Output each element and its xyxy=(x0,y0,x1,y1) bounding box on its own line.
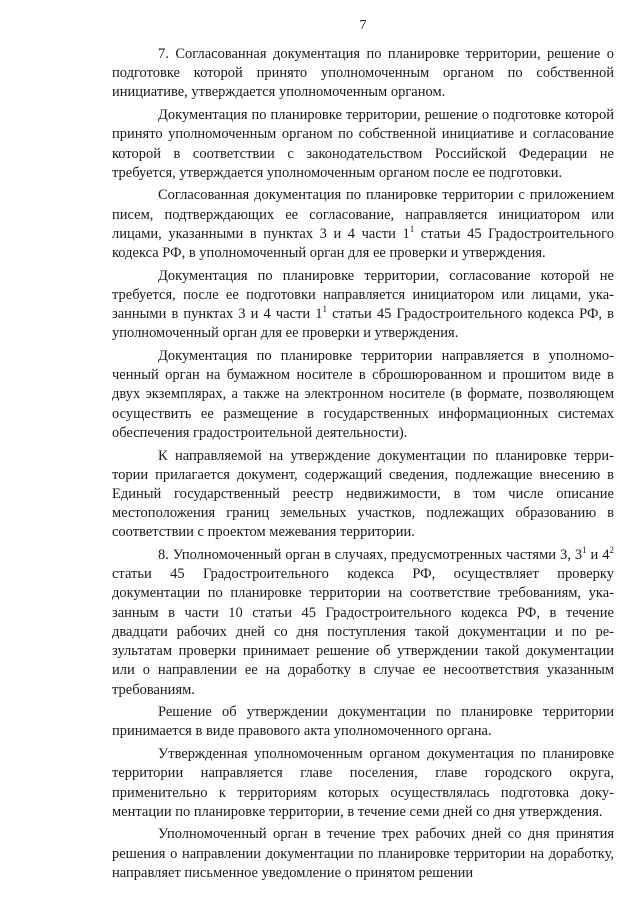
text-run: Утвержденная уполномоченным органом документация по планировке территории направляется главе поселения, главе городского округа, применительно к территориям которых осуществлялась подготовка документации по планировке территории, в течение семи дней со дня утверждения. xyxy=(112,746,614,820)
text-run: Документация по планировке территории направляется в уполномоченный орган на бумажном носителе в сброшюрованном и прошитом виде в двух экземплярах, а также на электронном носителе (в формате, позволяющем осуществить ее размещение в государственных информационных системах обеспечения градостроительной деятельности). xyxy=(112,348,614,441)
text-run: Уполномоченный орган в течение трех рабочих дней со дня принятия решения о направлении документации по планировке территории на доработку, направляет письменное уведомление о принятом решении xyxy=(112,826,614,881)
paragraph xyxy=(112,347,614,443)
text-run: Документация по планировке территории, решение о подготовке которой принято уполномоченным органом по собственной инициативе и согласование которой в соответствии с законодательством Российской Федерации не требуется, утверждается уполномоченным органом после ее подготовки. xyxy=(112,107,614,181)
page-number: 7 xyxy=(359,18,367,33)
text-run: Согласованная документация по планировке территории с приложением писем, подтверждающих ее согласование, направляется инициатором или лицами, указанными в пунктах 3 и 4 части 1 xyxy=(112,187,614,242)
paragraph xyxy=(112,106,614,183)
text-run: Документация по планировке территории, согласование которой не требуется, после ее подготовки направляется инициатором или лицами, указанными в пунктах 3 и 4 части 1 xyxy=(112,267,614,323)
superscript: 2 xyxy=(609,545,614,556)
text-run: Решение об утверждении документации по планировке территории принимается в виде правового акта уполномоченного органа. xyxy=(112,704,614,740)
superscript: 1 xyxy=(582,545,587,556)
paragraph xyxy=(112,825,614,883)
paragraph xyxy=(112,447,614,543)
text-run: 8. Уполномоченный орган в случаях, предусмотренных частями 3, 3 xyxy=(158,547,583,564)
paragraph xyxy=(112,703,614,741)
text-run: К направляемой на утверждение документации по планировке территории прилагается документ, содержащий сведения, подлежащие внесению в Единый государственный реестр недвижимости, в том числе описание местоположения границ земельных участков, подлежащих образованию в соответствии с проектом межевания территории. xyxy=(112,447,614,541)
text-run: 7. Согласованная документация по планировке территории, решение о подготовке которой принято уполномоченным органом по собственной инициативе, утверждается уполномоченным органом. xyxy=(112,46,614,101)
document-page xyxy=(112,0,614,905)
paragraph xyxy=(112,45,614,103)
paragraph xyxy=(112,267,614,344)
paragraph xyxy=(112,546,614,700)
text-run: статьи 45 Градостроительного кодекса РФ, осуществляет проверку документации по планировке территории на соответствие требованиям, указанным в части 10 статьи 45 Градостроительного кодекса РФ, в течение двадцати рабочих дней со дня поступления такой документации и по результатам проверки принимает решение об утверждении такой документации или о направлении ее на доработку в случае ее несоответствия указанным требованиям. xyxy=(112,566,614,698)
superscript: 1 xyxy=(322,304,327,315)
text-run: статьи 45 Градостроительного кодекса РФ, в уполномоченный орган для ее проверки и утверждения. xyxy=(112,225,614,262)
paragraph xyxy=(112,186,614,263)
paragraph xyxy=(112,745,614,822)
superscript: 1 xyxy=(409,223,415,234)
body-text xyxy=(112,45,614,887)
text-run: статьи 45 Градостроительного кодекса РФ, в уполномоченный орган для ее проверки и утверждения. xyxy=(112,306,614,342)
text-run: и 4 xyxy=(586,547,610,564)
